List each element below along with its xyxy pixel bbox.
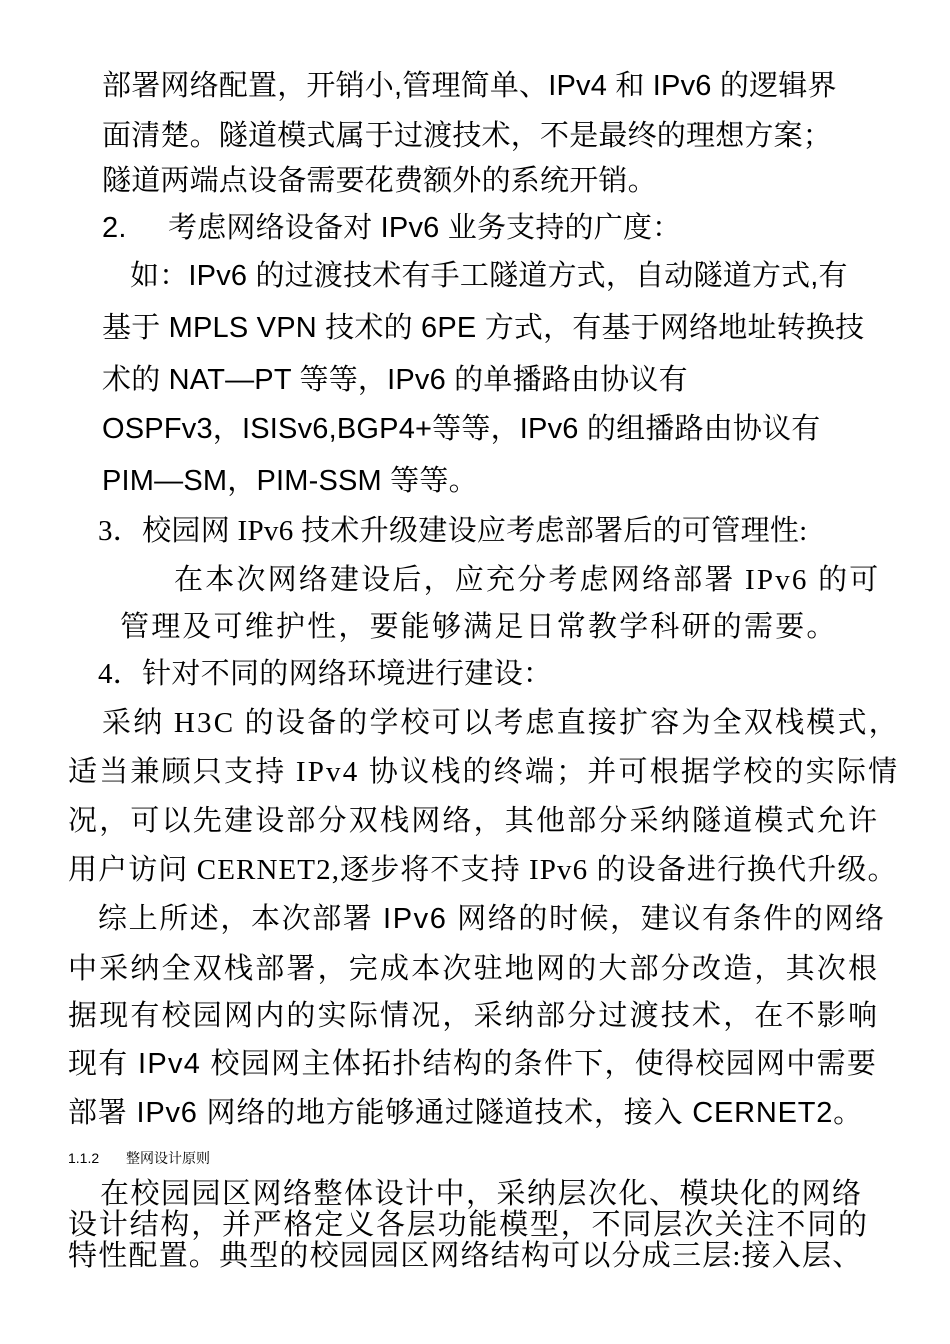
paragraph-line: 据现有校园网内的实际情况，采纳部分过渡技术，在不影响 (68, 1000, 880, 1032)
paragraph-line: 在本次网络建设后，应充分考虑网络部署 IPv6 的可 (174, 564, 881, 596)
paragraph-line: 面清楚。隧道模式属于过渡技术，不是最终的理想方案； (102, 120, 833, 152)
paragraph-line: 适当兼顾只支持 IPv4 协议栈的终端；并可根据学校的实际情 (68, 756, 900, 788)
paragraph-line: 部署网络配置，开销小,管理简单、IPv4 和 IPv6 的逻辑界 (102, 70, 837, 102)
list-item-heading: 4．针对不同的网络环境进行建设： (98, 658, 553, 690)
paragraph-line: 隧道两端点设备需要花费额外的系统开销。 (102, 165, 657, 197)
paragraph-line: 在校园园区网络整体设计中，采纳层次化、模块化的网络 (100, 1178, 863, 1210)
list-item-heading: 3．校园网 IPv6 技术升级建设应考虑部署后的可管理性: (98, 515, 808, 547)
list-item-title: 考虑网络设备对 IPv6 业务支持的广度： (168, 212, 682, 244)
list-item-number: 2. (102, 212, 127, 244)
paragraph-line: 基于 MPLS VPN 技术的 6PE 方式，有基于网络地址转换技 (102, 312, 865, 344)
section-title: 整网设计原则 (126, 1150, 210, 1166)
paragraph-line: 况，可以先建设部分双栈网络，其他部分采纳隧道模式允许 (68, 805, 880, 837)
paragraph-line: 综上所述，本次部署 IPv6 网络的时候，建议有条件的网络 (98, 903, 886, 935)
paragraph-line: OSPFv3，ISISv6,BGP4+等等，IPv6 的组播路由协议有 (102, 413, 821, 445)
paragraph-line: 术的 NAT—PT 等等，IPv6 的单播路由协议有 (102, 364, 688, 396)
paragraph-line: 如：IPv6 的过渡技术有手工隧道方式，自动隧道方式,有 (130, 260, 848, 292)
paragraph-line: PIM—SM，PIM-SSM 等等。 (102, 465, 478, 497)
paragraph-line: 设计结构，并严格定义各层功能模型，不同层次关注不同的 (68, 1209, 869, 1241)
paragraph-line: 用户访问 CERNET2,逐步将不支持 IPv6 的设备进行换代升级。 (68, 854, 898, 886)
paragraph-line: 特性配置。典型的校园园区网络结构可以分成三层:接入层、 (68, 1240, 863, 1272)
paragraph-line: 管理及可维护性，要能够满足日常教学科研的需要。 (120, 611, 838, 643)
paragraph-line: 采纳 H3C 的设备的学校可以考虑直接扩容为全双栈模式， (102, 707, 900, 739)
section-number: 1.1.2 (68, 1150, 100, 1166)
paragraph-line: 部署 IPv6 网络的地方能够通过隧道技术，接入 CERNET2。 (68, 1097, 863, 1129)
paragraph-line: 现有 IPv4 校园网主体拓扑结构的条件下，使得校园网中需要 (68, 1048, 878, 1080)
paragraph-line: 中采纳全双栈部署，完成本次驻地网的大部分改造，其次根 (68, 953, 880, 985)
